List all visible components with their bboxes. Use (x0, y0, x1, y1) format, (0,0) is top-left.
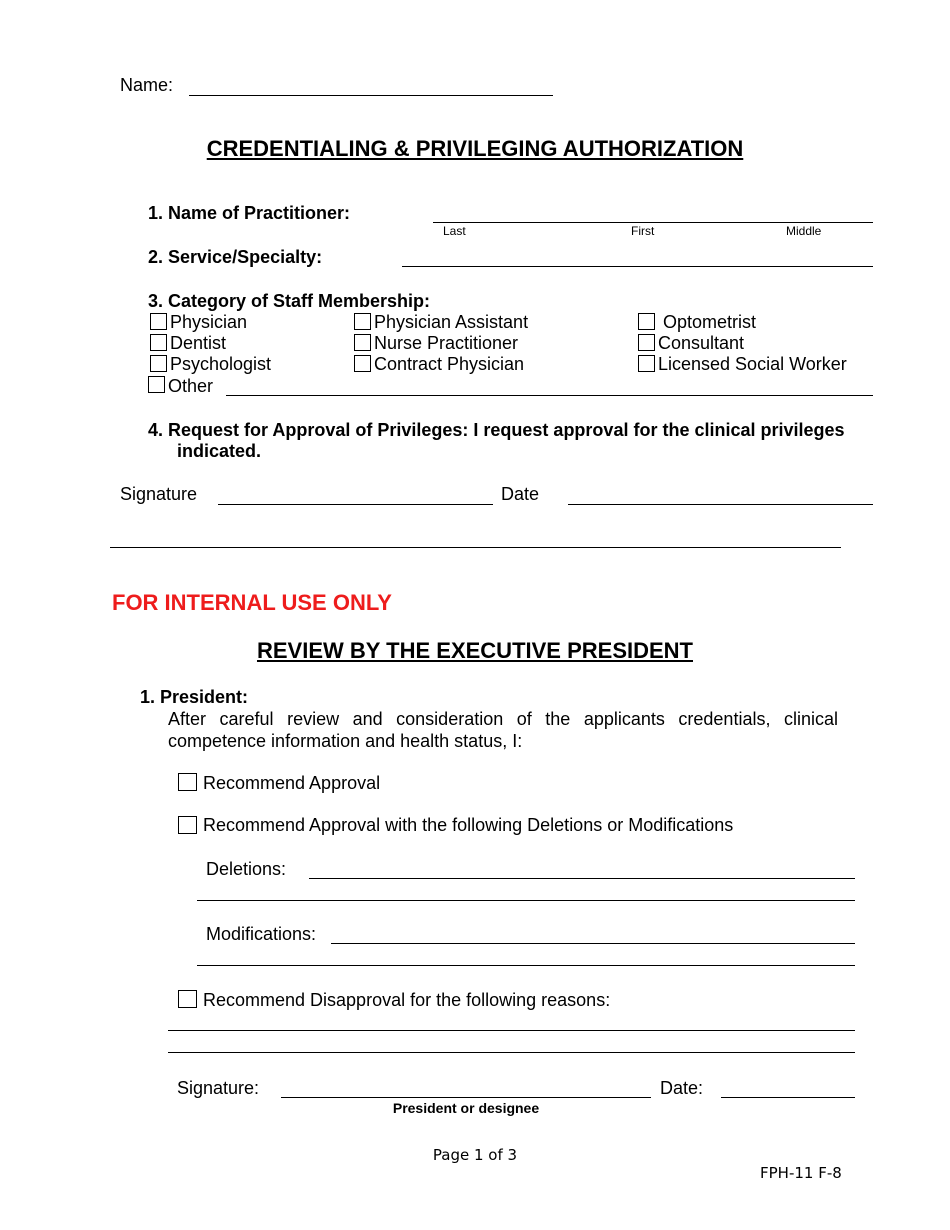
modifications-label: Modifications: (206, 924, 317, 944)
disapproval-reason-field-2[interactable] (168, 1052, 855, 1053)
first-name-caption: First (631, 224, 655, 238)
checkbox-recommend-modifications[interactable] (178, 816, 197, 834)
deletions-field[interactable] (309, 878, 855, 879)
modifications-field-2[interactable] (197, 965, 855, 966)
review-paragraph-line1: After careful review and consideration of the applicants credentials, clinical (168, 709, 838, 729)
review-title: REVIEW BY THE EXECUTIVE PRESIDENT (256, 638, 693, 663)
deletions-label: Deletions: (206, 859, 287, 879)
recommend-approval-label: Recommend Approval (203, 773, 381, 793)
dentist-label: Dentist (170, 333, 227, 353)
checkbox-nurse-practitioner[interactable] (354, 334, 371, 351)
other-field[interactable] (226, 395, 873, 396)
optometrist-label: Optometrist (663, 312, 757, 332)
checkbox-licensed-social-worker[interactable] (638, 355, 655, 372)
president-signature-label: Signature: (177, 1078, 260, 1098)
checkbox-recommend-disapproval[interactable] (178, 990, 197, 1008)
service-field[interactable] (402, 266, 873, 267)
checkbox-recommend-approval[interactable] (178, 773, 197, 791)
recommend-disapproval-label: Recommend Disapproval for the following reasons: (203, 990, 611, 1010)
middle-name-caption: Middle (786, 224, 822, 238)
checkbox-optometrist[interactable] (638, 313, 655, 330)
contract-physician-label: Contract Physician (374, 354, 525, 374)
signature-label: Signature (120, 484, 198, 504)
president-date-field[interactable] (721, 1097, 855, 1098)
recommend-modifications-label: Recommend Approval with the following Deletions or Modifications (203, 815, 734, 835)
page-number: Page 1 of 3 (432, 1146, 518, 1164)
name-label: Name: (120, 75, 174, 95)
nurse-practitioner-label: Nurse Practitioner (374, 333, 519, 353)
consultant-label: Consultant (658, 333, 745, 353)
last-name-caption: Last (443, 224, 466, 238)
review-paragraph-line2: competence information and health status, I: (168, 731, 523, 751)
page-title: CREDENTIALING & PRIVILEGING AUTHORIZATION (206, 136, 744, 161)
disapproval-reason-field-1[interactable] (168, 1030, 855, 1031)
other-label: Other (168, 376, 214, 396)
physician-assistant-label: Physician Assistant (374, 312, 529, 332)
practitioner-name-field[interactable] (433, 222, 873, 223)
checkbox-consultant[interactable] (638, 334, 655, 351)
date-label: Date (501, 484, 540, 504)
checkbox-other[interactable] (148, 376, 165, 393)
psychologist-label: Psychologist (170, 354, 272, 374)
internal-use-banner: FOR INTERNAL USE ONLY (112, 590, 392, 615)
president-signature-field[interactable] (281, 1097, 651, 1098)
checkbox-physician[interactable] (150, 313, 167, 330)
modifications-field[interactable] (331, 943, 855, 944)
checkbox-dentist[interactable] (150, 334, 167, 351)
request-text-line1: 4. Request for Approval of Privileges: I request approval for the clinical privileges (148, 420, 845, 440)
category-label: 3. Category of Staff Membership: (148, 291, 431, 311)
request-text-line2: indicated. (177, 441, 262, 461)
date-field[interactable] (568, 504, 873, 505)
president-label: 1. President: (140, 687, 249, 707)
form-code: FPH-11 F-8 (760, 1164, 842, 1182)
name-field[interactable] (189, 95, 553, 96)
service-label: 2. Service/Specialty: (148, 247, 323, 267)
checkbox-contract-physician[interactable] (354, 355, 371, 372)
president-date-label: Date: (660, 1078, 704, 1098)
licensed-social-worker-label: Licensed Social Worker (658, 354, 847, 374)
practitioner-label: 1. Name of Practitioner: (148, 203, 351, 223)
signature-field[interactable] (218, 504, 493, 505)
deletions-field-2[interactable] (197, 900, 855, 901)
section-divider (110, 547, 841, 548)
checkbox-psychologist[interactable] (150, 355, 167, 372)
physician-label: Physician (170, 312, 248, 332)
checkbox-physician-assistant[interactable] (354, 313, 371, 330)
president-designee-caption: President or designee (392, 1100, 540, 1116)
